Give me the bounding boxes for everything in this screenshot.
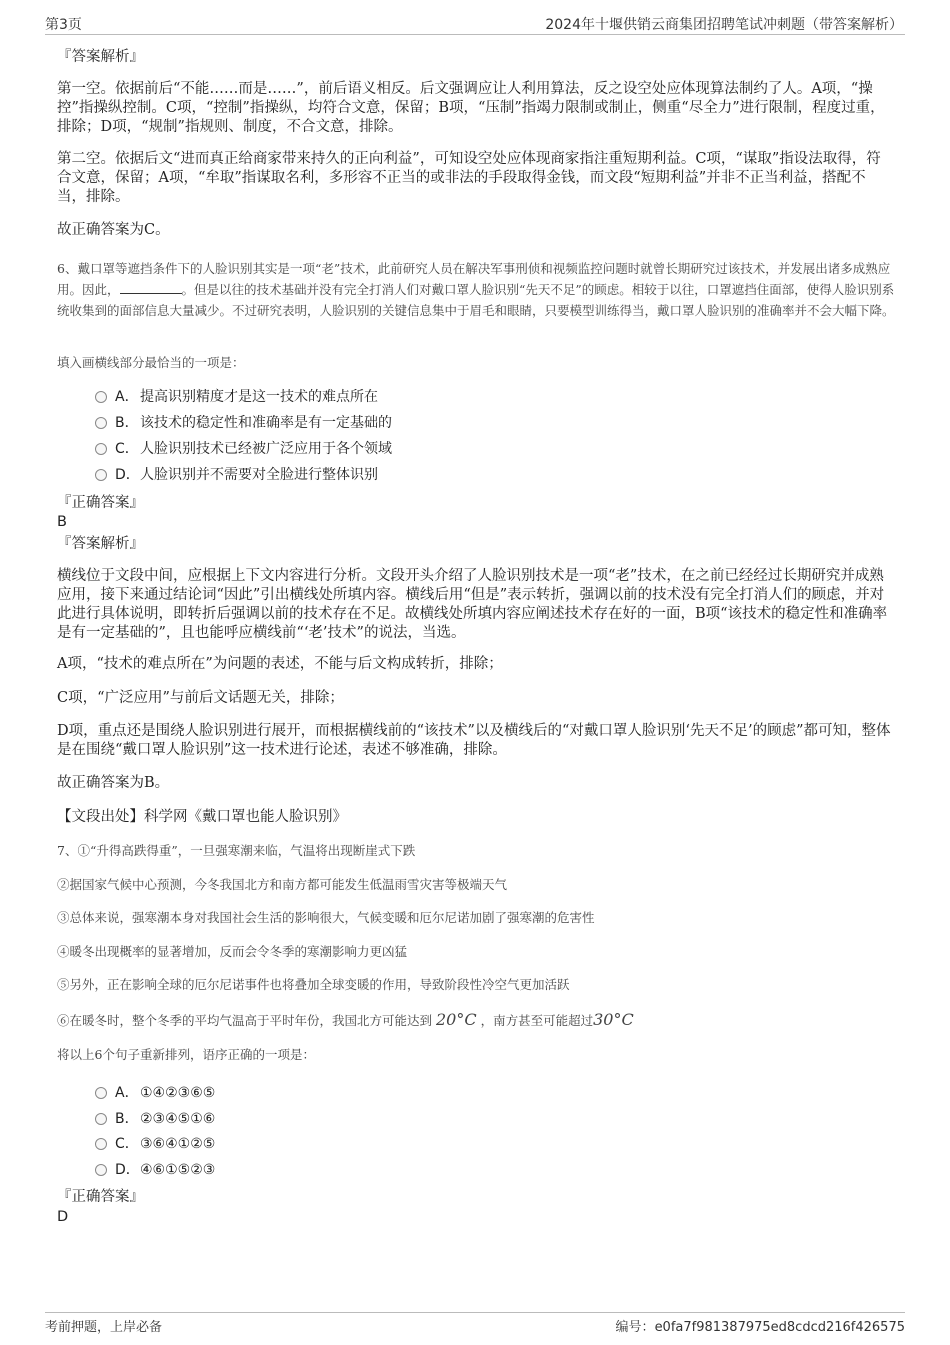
page-number: 第3页 (45, 17, 82, 33)
radio-icon[interactable] (95, 1164, 107, 1176)
q7-sentence-4: ④暖冬出现概率的显著增加，反而会令冬季的寒潮影响力更凶猛 (57, 944, 408, 959)
radio-icon[interactable] (95, 417, 107, 429)
document-title: 2024年十堰供销云商集团招聘笔试冲刺题（带答案解析） (545, 17, 903, 33)
q6-answer-label: 『正确答案』 (57, 495, 144, 511)
q6-stem: 6、戴口罩等遮挡条件下的人脸识别其实是一项“老”技术，此前研究人员在解决军事刑侦和视频监控问题时就曾长期研究过该技术，并发展出诸多成熟应用。因此， 。但是以往的技术基础并没有完全打消人们对戴口罩人脸识别“先天不足”的顾虑。相较于以往，口罩遮挡住面部，使得人脸识别系统收集到的面部信息大量减少。不过研究表明，人脸识别的关键信息集中于眉毛和眼睛，只要模型训练得当，戴口罩人脸识别的准确率并不会大幅下降。 (57, 261, 895, 318)
radio-icon[interactable] (95, 1087, 107, 1099)
q6-option-b[interactable]: B．该技术的稳定性和准确率是有一定基础的 (95, 412, 392, 434)
q7-sentence-1: 7、①“升得高跌得重”，一旦强寒潮来临，气温将出现断崖式下跌 (57, 843, 416, 858)
temperature-south: 30°C (593, 1010, 634, 1029)
q7-option-d[interactable]: D．④⑥①⑤②③ (95, 1159, 215, 1181)
q7-sentence-6: ⑥在暖冬时，整个冬季的平均气温高于平时年份，我国北方可能达到 20°C ，南方甚至可能超过30°C (57, 1010, 634, 1029)
q7-sentence-2: ②据国家气候中心预测，今冬我国北方和南方都可能发生低温雨雪灾害等极端天气 (57, 877, 508, 892)
q6-analysis-para4: D项，重点还是围绕人脸识别进行展开，而根据横线前的“该技术”以及横线后的“对戴口罩人脸识别‘先天不足’的顾虑”都可知，整体是在围绕“戴口罩人脸识别”这一技术进行论述，表述不够准确，排除。 (57, 723, 891, 758)
page-header (45, 12, 905, 35)
q7-option-c[interactable]: C．③⑥④①②⑤ (95, 1133, 215, 1155)
q6-option-c[interactable]: C．人脸识别技术已经被广泛应用于各个领域 (95, 438, 392, 460)
q7-answer-label: 『正确答案』 (57, 1189, 144, 1205)
q6-analysis-label: 『答案解析』 (57, 536, 144, 552)
document-code: 编号：e0fa7f981387975ed8cdcd216f426575 (615, 1320, 905, 1335)
radio-icon[interactable] (95, 1138, 107, 1150)
q5-analysis-label: 『答案解析』 (57, 49, 144, 65)
radio-icon[interactable] (95, 469, 107, 481)
answer-blank (120, 281, 182, 294)
q7-prompt: 将以上6个句子重新排列，语序正确的一项是： (57, 1047, 315, 1062)
q6-analysis-para2: A项，“技术的难点所在”为问题的表述，不能与后文构成转折，排除； (57, 656, 503, 672)
q6-option-d[interactable]: D．人脸识别并不需要对全脸进行整体识别 (95, 464, 378, 486)
q7-option-b[interactable]: B．②③④⑤①⑥ (95, 1108, 215, 1130)
q7-sentence-5: ⑤另外，正在影响全球的厄尔尼诺事件也将叠加全球变暖的作用，导致阶段性冷空气更加活跃 (57, 977, 570, 992)
q7-answer: D (57, 1209, 69, 1225)
q6-conclusion: 故正确答案为B。 (57, 775, 170, 791)
q6-analysis-para3: C项，“广泛应用”与前后文话题无关，排除； (57, 690, 344, 706)
q5-analysis-para2: 第二空。依据后文“进而真正给商家带来持久的正向利益”，可知设空处应体现商家指注重短期利益。C项，“谋取”指设法取得，符合文意，保留；A项，“牟取”指谋取名利，多形容不正当的或非法的手段取得金钱，而文段“短期利益”并非不正当利益，搭配不当，排除。 (57, 151, 881, 205)
page-footer (45, 1312, 905, 1335)
q6-option-a[interactable]: A．提高识别精度才是这一技术的难点所在 (95, 386, 378, 408)
q7-sentence-3: ③总体来说，强寒潮本身对我国社会生活的影响很大，气候变暖和厄尔尼诺加剧了强寒潮的危害性 (57, 910, 595, 925)
q6-analysis-para1: 横线位于文段中间，应根据上下文内容进行分析。文段开头介绍了人脸识别技术是一项“老”技术，在之前已经经过长期研究并成熟应用，接下来通过结论词“因此”引出横线处所填内容。横线后用“但是”表示转折，强调以前的技术没有完全打消人们的顾虑，并对此进行具体说明，即转折后强调以前的技术存在不足。故横线处所填内容应阐述技术存在好的一面，B项“该技术的稳定性和准确率是有一定基础的”，且也能呼应横线前“‘老’技术”的说法，当选。 (57, 568, 888, 641)
q7-option-a[interactable]: A．①④②③⑥⑤ (95, 1082, 215, 1104)
q5-conclusion: 故正确答案为C。 (57, 222, 170, 238)
footer-slogan: 考前押题，上岸必备 (45, 1320, 163, 1335)
radio-icon[interactable] (95, 443, 107, 455)
q5-analysis-para1: 第一空。依据前后“不能……而是……”，前后语义相反。后文强调应让人利用算法，反之设空处应体现算法制约了人。A项，“操控”指操纵控制。C项，“控制”指操纵，均符合文意，保留；B项，“压制”指竭力限制或制止，侧重“尽全力”进行限制，程度过重，排除；D项，“规制”指规则、制度，不合文意，排除。 (57, 81, 885, 135)
temperature-north: 20°C (436, 1010, 477, 1029)
radio-icon[interactable] (95, 1113, 107, 1125)
q6-answer: B (57, 514, 67, 530)
radio-icon[interactable] (95, 391, 107, 403)
q6-prompt: 填入画横线部分最恰当的一项是： (57, 355, 245, 370)
q6-source: 【文段出处】科学网《戴口罩也能人脸识别》 (57, 809, 347, 825)
